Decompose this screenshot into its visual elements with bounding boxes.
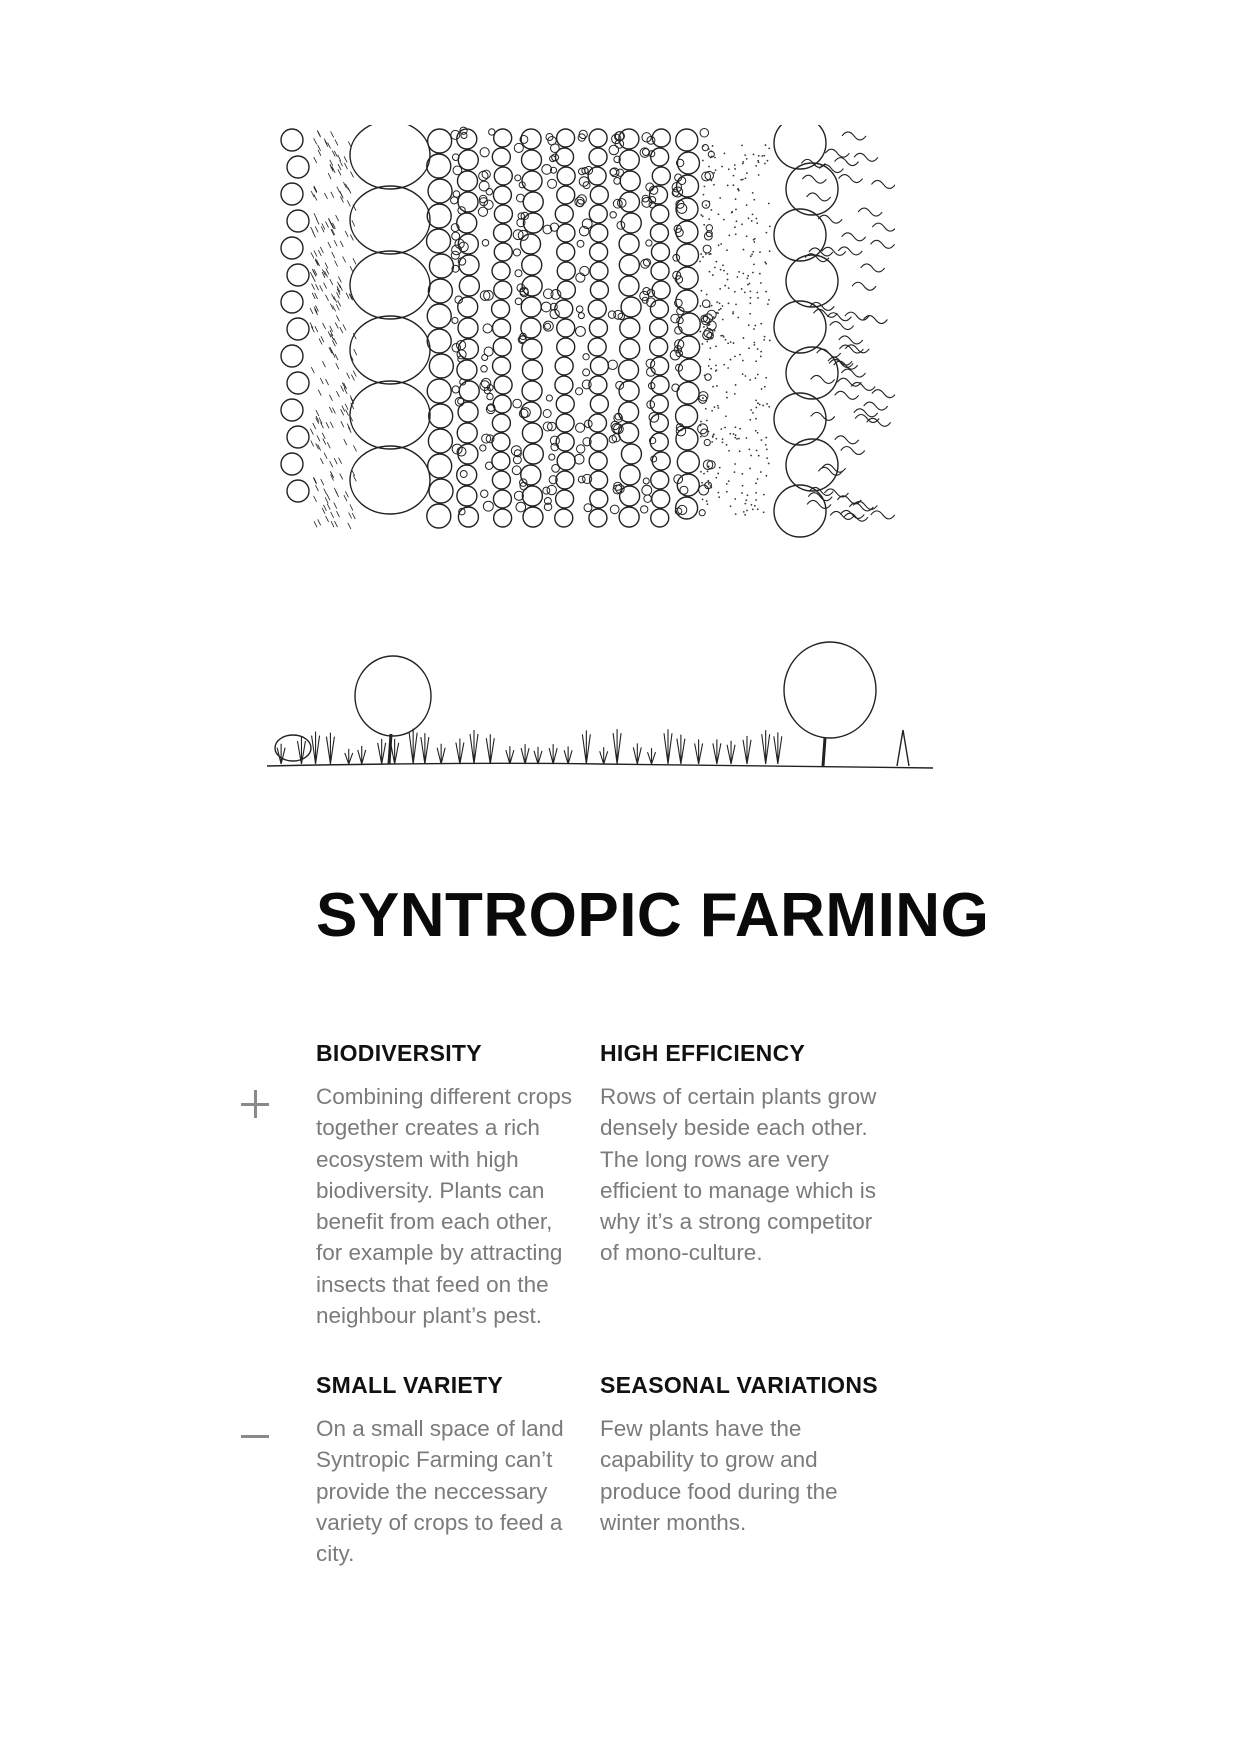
block-text: Combining different crops together creates a rich ecosystem with high biodiversity. Plants can benefit from each other, for example by attracting insects that feed on the neighbour plant’s pest. — [316, 1084, 572, 1329]
section-view-sketch — [265, 638, 935, 788]
plus-icon — [241, 1090, 271, 1120]
block-heading: SMALL VARIETY — [316, 1372, 504, 1398]
block-heading: BIODIVERSITY — [316, 1040, 482, 1066]
block-text: Rows of certain plants grow densely beside each other. The long rows are very efficient to manage which is why it’s a strong competitor of mono-culture. — [600, 1084, 877, 1266]
plan-view-sketch — [280, 125, 895, 555]
pro-high-efficiency — [600, 1040, 880, 1269]
page-title: SYNTROPIC FARMING — [316, 881, 990, 950]
con-small-variety — [316, 1372, 584, 1569]
block-heading: SEASONAL VARIATIONS — [600, 1372, 878, 1398]
block-text: On a small space of land Syntropic Farming can’t provide the neccessary variety of crops to feed a city. — [316, 1416, 564, 1567]
block-heading: HIGH EFFICIENCY — [600, 1040, 806, 1066]
block-text: Few plants have the capability to grow and produce food during the winter months. — [600, 1416, 838, 1535]
con-seasonal-variations — [600, 1372, 880, 1538]
minus-icon — [241, 1422, 271, 1452]
pro-biodiversity — [316, 1040, 584, 1331]
